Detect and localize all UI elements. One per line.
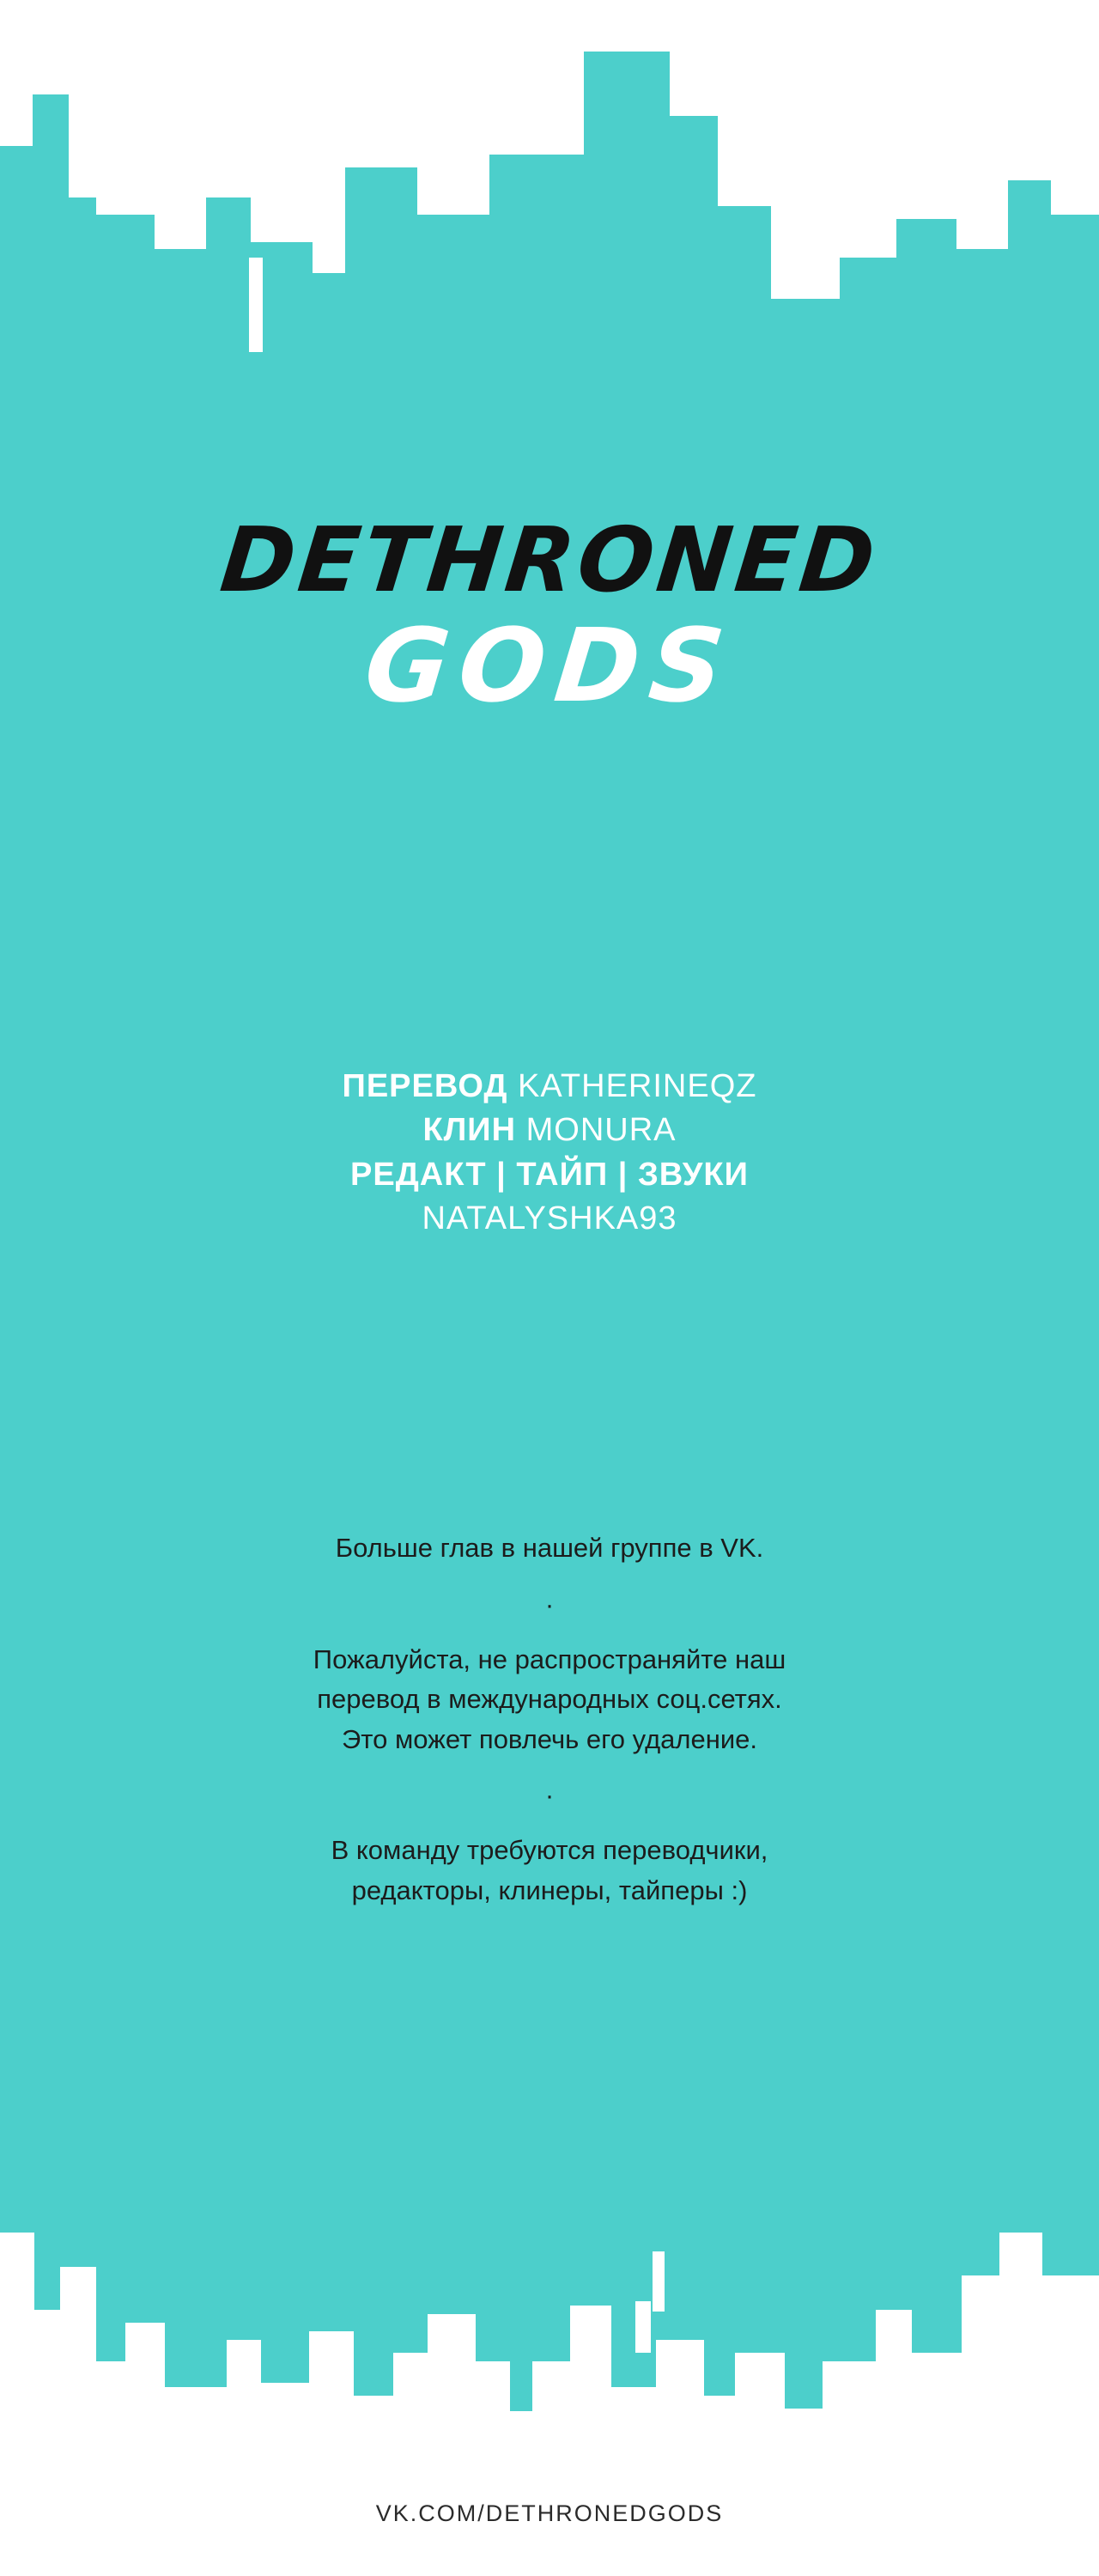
footer-link[interactable]: VK.COM/DETHRONEDGODS [375,2500,724,2526]
credit-name-value: NATALYSHKA93 [422,1200,677,1236]
credits-block [0,1065,1099,1241]
note-line-recruit-1: В команду требуются переводчики, [331,1835,768,1865]
skyline-block [251,0,313,242]
note-line-nodistribute-3: Это может повлечь его удаление. [341,1723,758,1754]
skyline-block [1008,0,1051,180]
skyline-block [670,0,718,116]
skyline-block [718,0,771,206]
skyline-block [635,2301,651,2353]
credit-row [0,1065,1099,1109]
skyline-block [771,0,840,299]
credit-row [0,1109,1099,1152]
skyline-block [584,0,670,52]
title-line-dethroned: DETHRONED [216,507,883,612]
skyline-block [489,0,584,155]
title-line-gods: GODS [359,606,740,725]
logo-title [0,507,1099,725]
skyline-bottom [0,2061,1099,2490]
skyline-block [1051,0,1099,215]
note-separator: · [544,1780,555,1810]
skyline-block [840,0,896,258]
note-line-nodistribute-2: перевод в международных соц.сетях. [317,1684,782,1714]
credit-role-label: РЕДАКТ | ТАЙП | ЗВУКИ [350,1156,749,1193]
credit-row [0,1153,1099,1197]
skyline-block [896,0,956,219]
skyline-block [0,0,33,146]
skyline-block [313,0,345,273]
skyline-block [69,0,96,197]
skyline-block [33,0,69,94]
skyline-block [96,0,155,215]
skyline-block [155,0,206,249]
credit-role-label: КЛИН [422,1112,517,1149]
note-separator: · [544,1589,555,1619]
credit-row [0,1197,1099,1241]
credit-name-value: MONURA [525,1112,677,1149]
skyline-block [206,0,251,197]
skyline-block [956,0,1008,249]
skyline-block [345,0,417,167]
credit-role-label: ПЕРЕВОД [342,1068,508,1104]
skyline-block [0,2437,1099,2490]
skyline-block [249,258,263,352]
note-line-nodistribute-1: Пожалуйста, не распространяйте наш [313,1643,786,1674]
skyline-block [417,0,489,215]
skyline-top [0,0,1099,378]
skyline-block [653,2251,665,2312]
note-line-recruit-2: редакторы, клинеры, тайперы :) [351,1874,748,1905]
notes-block [0,1528,1099,1911]
note-line-vk: Больше глав в нашей группе в VK. [335,1533,764,1563]
credit-name-value: KATHERINEQZ [518,1068,757,1104]
